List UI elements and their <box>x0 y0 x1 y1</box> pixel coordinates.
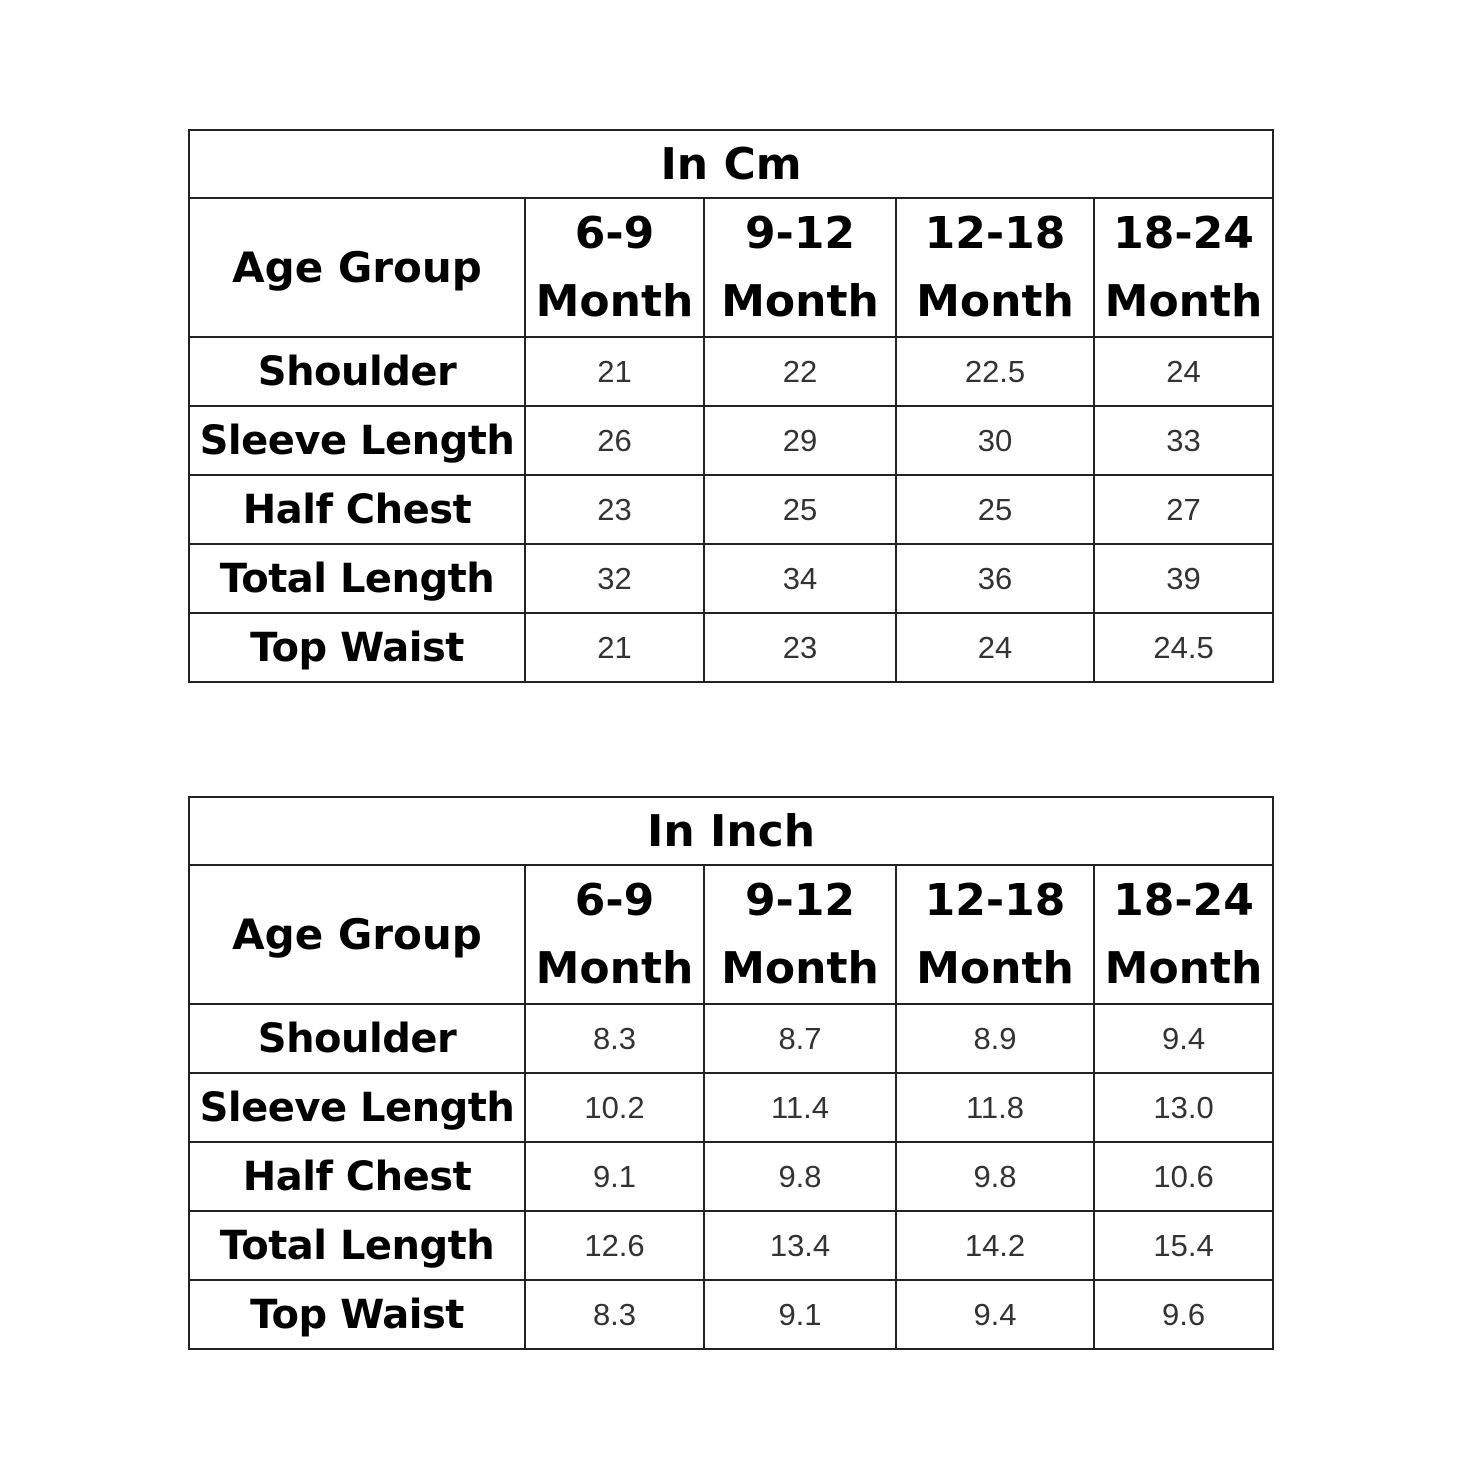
row-label: Total Length <box>189 1211 525 1280</box>
age-group-label: Age Group <box>189 198 525 337</box>
table-cell: 36 <box>896 544 1094 613</box>
size-header-12-18 <box>896 198 1094 337</box>
table-cell: 25 <box>704 475 896 544</box>
size-header-9-12 <box>704 198 896 337</box>
row-label: Shoulder <box>189 1004 525 1073</box>
table-cell: 24 <box>896 613 1094 682</box>
size-header-9-12 <box>704 865 896 1004</box>
table-header-row <box>189 198 1273 337</box>
table-row-shoulder <box>189 337 1273 406</box>
table-row-top-waist <box>189 613 1273 682</box>
size-header-12-18 <box>896 865 1094 1004</box>
row-label: Top Waist <box>189 613 525 682</box>
table-row-half-chest <box>189 1142 1273 1211</box>
size-table-cm <box>188 129 1274 683</box>
table-header-row <box>189 865 1273 1004</box>
table-cell: 34 <box>704 544 896 613</box>
table-cell: 39 <box>1094 544 1273 613</box>
table-cell: 9.4 <box>896 1280 1094 1349</box>
table-row-top-waist <box>189 1280 1273 1349</box>
table-cell: 12.6 <box>525 1211 704 1280</box>
size-header-6-9 <box>525 198 704 337</box>
table-cell: 9.8 <box>896 1142 1094 1211</box>
table-cell: 32 <box>525 544 704 613</box>
row-label: Sleeve Length <box>189 1073 525 1142</box>
table-cell: 13.4 <box>704 1211 896 1280</box>
size-unit: Month <box>1104 275 1263 327</box>
size-range: 9-12 <box>744 207 856 259</box>
size-header-18-24 <box>1094 865 1273 1004</box>
size-range: 12-18 <box>924 207 1066 259</box>
table-cell: 25 <box>896 475 1094 544</box>
size-unit: Month <box>535 942 694 994</box>
row-label: Total Length <box>189 544 525 613</box>
table-cell: 8.3 <box>525 1004 704 1073</box>
table-cell: 15.4 <box>1094 1211 1273 1280</box>
table-title: In Cm <box>189 130 1273 198</box>
size-unit: Month <box>1104 942 1263 994</box>
table-cell: 8.9 <box>896 1004 1094 1073</box>
table-cell: 14.2 <box>896 1211 1094 1280</box>
table-row-shoulder <box>189 1004 1273 1073</box>
table-title-row <box>189 797 1273 865</box>
row-label: Top Waist <box>189 1280 525 1349</box>
size-header-18-24 <box>1094 198 1273 337</box>
table-cell: 22.5 <box>896 337 1094 406</box>
table-cell: 24 <box>1094 337 1273 406</box>
row-label: Shoulder <box>189 337 525 406</box>
table-cell: 11.8 <box>896 1073 1094 1142</box>
table-cell: 30 <box>896 406 1094 475</box>
table-cell: 13.0 <box>1094 1073 1273 1142</box>
table-cell: 8.3 <box>525 1280 704 1349</box>
table-cell: 24.5 <box>1094 613 1273 682</box>
table-cell: 11.4 <box>704 1073 896 1142</box>
table-cell: 9.4 <box>1094 1004 1273 1073</box>
table-row-sleeve-length <box>189 1073 1273 1142</box>
table-cell: 9.1 <box>525 1142 704 1211</box>
table-row-total-length <box>189 1211 1273 1280</box>
table-cell: 22 <box>704 337 896 406</box>
size-range: 6-9 <box>574 207 655 259</box>
table-cell: 23 <box>525 475 704 544</box>
table-cell: 27 <box>1094 475 1273 544</box>
table-title-row <box>189 130 1273 198</box>
size-range: 18-24 <box>1113 874 1254 926</box>
table-cell: 29 <box>704 406 896 475</box>
table-cell: 9.8 <box>704 1142 896 1211</box>
table-row-half-chest <box>189 475 1273 544</box>
table-title: In Inch <box>189 797 1273 865</box>
table-row-total-length <box>189 544 1273 613</box>
table-cell: 33 <box>1094 406 1273 475</box>
row-label: Sleeve Length <box>189 406 525 475</box>
size-header-6-9 <box>525 865 704 1004</box>
table-cell: 10.2 <box>525 1073 704 1142</box>
size-unit: Month <box>916 275 1074 327</box>
size-range: 9-12 <box>744 874 856 926</box>
size-range: 12-18 <box>924 874 1066 926</box>
row-label: Half Chest <box>189 475 525 544</box>
table-cell: 10.6 <box>1094 1142 1273 1211</box>
table-row-sleeve-length <box>189 406 1273 475</box>
table-cell: 26 <box>525 406 704 475</box>
size-unit: Month <box>535 275 694 327</box>
age-group-label: Age Group <box>189 865 525 1004</box>
size-range: 18-24 <box>1113 207 1254 259</box>
size-table-inch <box>188 796 1274 1350</box>
table-cell: 8.7 <box>704 1004 896 1073</box>
row-label: Half Chest <box>189 1142 525 1211</box>
table-cell: 9.6 <box>1094 1280 1273 1349</box>
table-cell: 21 <box>525 613 704 682</box>
size-range: 6-9 <box>574 874 655 926</box>
table-cell: 9.1 <box>704 1280 896 1349</box>
size-unit: Month <box>721 942 879 994</box>
size-unit: Month <box>721 275 879 327</box>
table-cell: 23 <box>704 613 896 682</box>
size-unit: Month <box>916 942 1074 994</box>
table-cell: 21 <box>525 337 704 406</box>
